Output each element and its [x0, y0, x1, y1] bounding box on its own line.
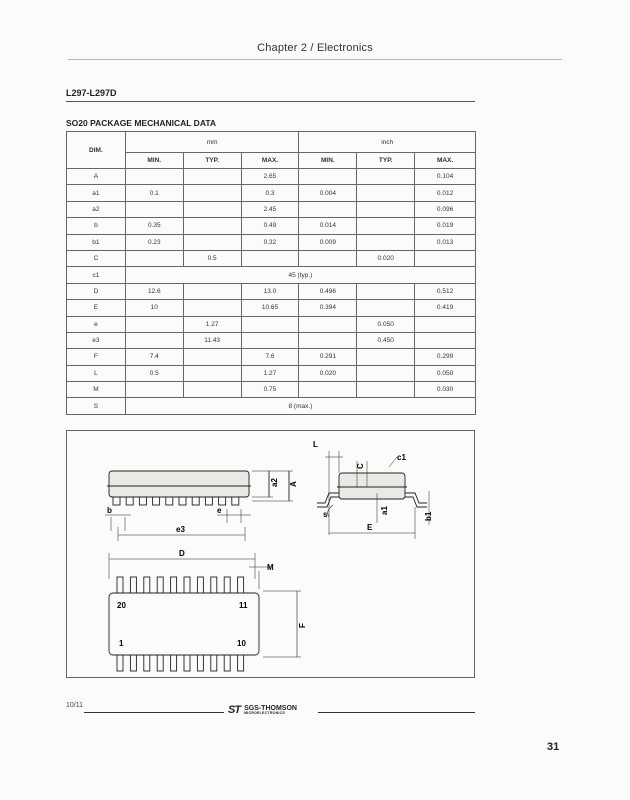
value-cell: [183, 349, 241, 365]
value-cell: [299, 169, 357, 185]
dim-cell: S: [67, 398, 126, 414]
value-cell: 0.299: [415, 349, 476, 365]
value-cell: [183, 169, 241, 185]
mechanical-data-table: [66, 131, 476, 415]
chapter-header: Chapter 2 / Electronics: [257, 42, 373, 54]
value-cell: [299, 332, 357, 348]
value-cell: 0.096: [415, 201, 476, 217]
bottom-lead: [171, 655, 177, 671]
dim-cell: D: [67, 283, 126, 299]
footer-rule: [318, 712, 475, 713]
value-cell: 0.394: [299, 300, 357, 316]
value-cell: [183, 201, 241, 217]
value-cell: [125, 332, 183, 348]
dim-cell: c1: [67, 267, 126, 283]
end-view: [317, 451, 429, 539]
top-lead: [157, 577, 163, 593]
side-lead: [219, 497, 226, 505]
pin-1-label: 1: [119, 639, 124, 648]
value-cell: 0.020: [357, 250, 415, 266]
bottom-lead: [197, 655, 203, 671]
top-lead: [144, 577, 150, 593]
value-cell: 1.27: [183, 316, 241, 332]
bottom-lead: [184, 655, 190, 671]
value-cell: [125, 316, 183, 332]
dim-cell: b: [67, 218, 126, 234]
dim-cell: a2: [67, 201, 126, 217]
value-cell: 7.4: [125, 349, 183, 365]
value-cell: [125, 201, 183, 217]
dim-cell: a1: [67, 185, 126, 201]
pin-20-label: 20: [117, 601, 126, 610]
top-lead: [117, 577, 123, 593]
dim-cell: L: [67, 365, 126, 381]
value-cell: [183, 218, 241, 234]
label-b: b: [107, 506, 112, 515]
top-lead: [184, 577, 190, 593]
value-cell: 0.75: [241, 382, 299, 398]
value-cell: 0.104: [415, 169, 476, 185]
value-cell: 0.5: [125, 365, 183, 381]
value-cell: 11.43: [183, 332, 241, 348]
value-cell: 0.450: [357, 332, 415, 348]
label-b1: b1: [424, 511, 433, 521]
side-lead: [205, 497, 212, 505]
span-cell: 8 (max.): [125, 398, 475, 414]
value-cell: 2.65: [241, 169, 299, 185]
value-cell: [183, 185, 241, 201]
value-cell: [357, 169, 415, 185]
value-cell: 0.496: [299, 283, 357, 299]
side-lead: [179, 497, 186, 505]
value-cell: 0.35: [125, 218, 183, 234]
value-cell: 0.013: [415, 234, 476, 250]
value-cell: [357, 201, 415, 217]
label-M: M: [267, 563, 274, 572]
bottom-lead: [211, 655, 217, 671]
header-rule: [68, 59, 562, 60]
value-cell: 7.6: [241, 349, 299, 365]
value-cell: [241, 250, 299, 266]
value-cell: 10: [125, 300, 183, 316]
pin-11-label: 11: [239, 601, 248, 610]
value-cell: 0.050: [415, 365, 476, 381]
side-lead: [166, 497, 173, 505]
label-a1: a1: [380, 506, 389, 515]
footer-rule: [84, 712, 224, 713]
logo-name: SGS-THOMSON: [244, 704, 297, 712]
value-cell: [299, 316, 357, 332]
table-row: [67, 365, 476, 381]
table-row: [67, 169, 476, 185]
value-cell: 0.23: [125, 234, 183, 250]
value-cell: 0.019: [415, 218, 476, 234]
dim-cell: e3: [67, 332, 126, 348]
side-lead: [139, 497, 146, 505]
table-row: [67, 185, 476, 201]
bottom-lead: [144, 655, 150, 671]
label-A: A: [289, 481, 298, 487]
value-cell: [125, 169, 183, 185]
dim-cell: A: [67, 169, 126, 185]
value-cell: [125, 382, 183, 398]
table-row: [67, 398, 476, 414]
side-lead: [153, 497, 160, 505]
value-cell: [183, 234, 241, 250]
bottom-lead: [157, 655, 163, 671]
subheader: MAX.: [415, 153, 476, 169]
value-cell: 0.512: [415, 283, 476, 299]
value-cell: [183, 365, 241, 381]
label-L: L: [313, 440, 318, 449]
top-lead: [130, 577, 136, 593]
value-cell: 2.45: [241, 201, 299, 217]
bottom-lead: [130, 655, 136, 671]
value-cell: 0.012: [415, 185, 476, 201]
table-row: [67, 283, 476, 299]
value-cell: [415, 332, 476, 348]
value-cell: 13.0: [241, 283, 299, 299]
label-C: C: [356, 463, 365, 469]
value-cell: [415, 316, 476, 332]
value-cell: [357, 234, 415, 250]
side-lead: [113, 497, 120, 505]
dim-cell: b1: [67, 234, 126, 250]
side-lead: [192, 497, 199, 505]
value-cell: 1.27: [241, 365, 299, 381]
section-title: SO20 PACKAGE MECHANICAL DATA: [66, 118, 217, 128]
top-lead: [197, 577, 203, 593]
value-cell: 0.050: [357, 316, 415, 332]
subheader: MIN.: [299, 153, 357, 169]
table-row: [67, 382, 476, 398]
table-row: [67, 316, 476, 332]
value-cell: [241, 332, 299, 348]
value-cell: 0.32: [241, 234, 299, 250]
page-reference: 10/11: [66, 702, 83, 709]
part-number: L297-L297D: [66, 88, 117, 98]
pin-10-label: 10: [237, 639, 246, 648]
value-cell: [357, 185, 415, 201]
value-cell: [357, 283, 415, 299]
side-lead: [232, 497, 239, 505]
value-cell: [357, 218, 415, 234]
top-lead: [224, 577, 230, 593]
part-rule: [66, 101, 475, 102]
value-cell: [299, 250, 357, 266]
dim-cell: F: [67, 349, 126, 365]
dim-cell: C: [67, 250, 126, 266]
logo-subtitle: MICROELECTRONICS: [244, 710, 285, 715]
table-row: [67, 218, 476, 234]
value-cell: [125, 250, 183, 266]
value-cell: [183, 283, 241, 299]
value-cell: 12.6: [125, 283, 183, 299]
label-s: s: [323, 510, 328, 519]
dim-cell: E: [67, 300, 126, 316]
dim-cell: M: [67, 382, 126, 398]
label-e: e: [217, 506, 222, 515]
top-lead: [171, 577, 177, 593]
table-row: [67, 300, 476, 316]
subheader: MAX.: [241, 153, 299, 169]
value-cell: 0.020: [299, 365, 357, 381]
bottom-lead: [224, 655, 230, 671]
table-row: [67, 250, 476, 266]
label-c1: c1: [397, 453, 406, 462]
value-cell: 0.419: [415, 300, 476, 316]
value-cell: [357, 382, 415, 398]
package-outline-svg: [67, 431, 476, 679]
value-cell: [241, 316, 299, 332]
dim-header: DIM.: [67, 132, 126, 169]
value-cell: [357, 349, 415, 365]
bottom-lead: [117, 655, 123, 671]
inch-header: inch: [299, 132, 476, 153]
label-E: E: [367, 523, 373, 532]
subheader: TYP.: [183, 153, 241, 169]
value-cell: [299, 201, 357, 217]
subheader: MIN.: [125, 153, 183, 169]
label-e3: e3: [176, 525, 185, 534]
value-cell: 0.014: [299, 218, 357, 234]
mm-header: mm: [125, 132, 299, 153]
value-cell: 0.009: [299, 234, 357, 250]
span-cell: 45 (typ.): [125, 267, 475, 283]
value-cell: 0.49: [241, 218, 299, 234]
value-cell: [415, 250, 476, 266]
package-drawing: [66, 430, 475, 678]
value-cell: 10.65: [241, 300, 299, 316]
top-lead: [211, 577, 217, 593]
table-row: [67, 234, 476, 250]
label-a2: a2: [270, 478, 279, 487]
table-row: [67, 332, 476, 348]
bottom-lead: [238, 655, 244, 671]
value-cell: 0.030: [415, 382, 476, 398]
value-cell: [299, 382, 357, 398]
value-cell: [183, 382, 241, 398]
page-number: 31: [547, 741, 560, 753]
value-cell: 0.3: [241, 185, 299, 201]
value-cell: [357, 365, 415, 381]
company-logo: [228, 704, 297, 716]
value-cell: 0.5: [183, 250, 241, 266]
subheader: TYP.: [357, 153, 415, 169]
label-D: D: [179, 549, 185, 558]
value-cell: 0.004: [299, 185, 357, 201]
st-logo-icon: ST: [228, 704, 241, 716]
table-row: [67, 267, 476, 283]
table-row: [67, 349, 476, 365]
value-cell: 0.291: [299, 349, 357, 365]
side-lead: [126, 497, 133, 505]
label-F: F: [298, 623, 307, 628]
value-cell: [183, 300, 241, 316]
value-cell: 0.1: [125, 185, 183, 201]
side-view: [105, 471, 293, 541]
value-cell: [357, 300, 415, 316]
dim-cell: e: [67, 316, 126, 332]
top-lead: [238, 577, 244, 593]
table-row: [67, 201, 476, 217]
